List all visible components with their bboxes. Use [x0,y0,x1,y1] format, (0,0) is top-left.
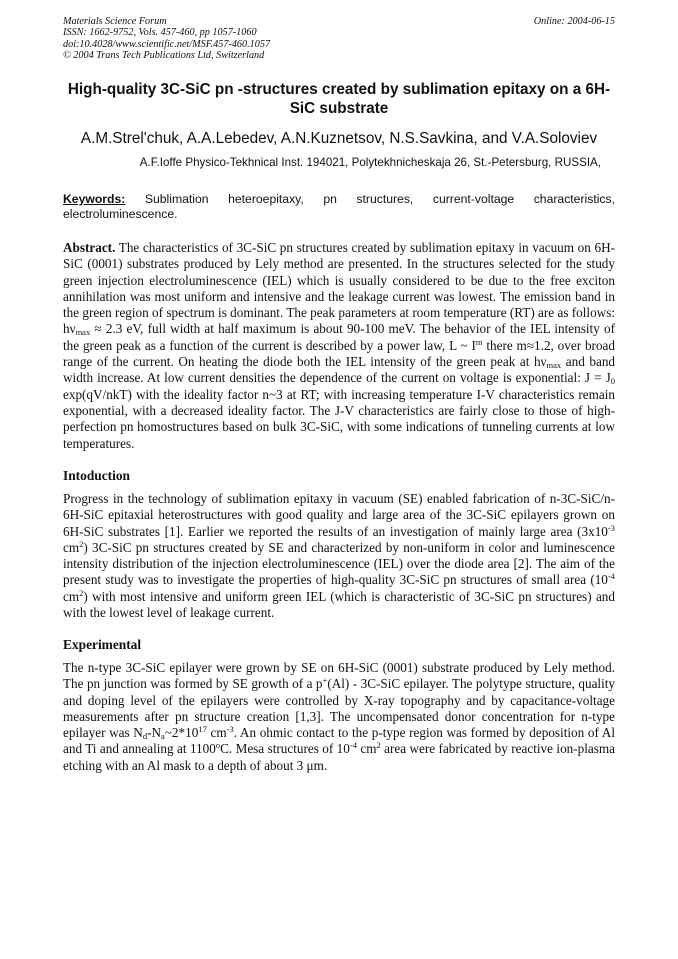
exp-sup: 2 [376,740,381,751]
affiliation-text: A.F.Ioffe Physico-Tekhnical Inst. 194021, Polytekhnicheskaja 26, St.-Petersburg, RUSSIA, [139,156,601,169]
online-date: Online: 2004-06-15 [533,16,615,27]
exp-text: cm [356,741,377,757]
exp-text: area were fabricated by reactive ion-plasma etching with an Al mask to a depth of about 3 μm. [63,741,616,773]
intro-text: ) 3C-SiC pn structures created by SE and characterized by non-uniform in color and luminescence intensity distribution of the injection electroluminescence (IEL) over the diode area [2]. The aim of the present study was to investigate the properties of high-quality 3C-SiC pn structures of small area (10 [63,539,615,588]
exp-text: C. Mesa structures of 10 [220,741,350,757]
keywords [63,192,615,221]
exp-sup: + [322,675,328,686]
abstract-sub: max [546,360,562,371]
exp-text: cm [206,725,227,741]
intro-text: cm [63,588,80,604]
intro-text: ) with most intensive and uniform green IEL (which is characteristic of 3C-SiC pn structures) and with the lowest level of leakage current. [63,588,615,621]
exp-text: The n-type 3C-SiC epilayer were grown by SE on 6H-SiC (0001) substrate produced by Lely method. The pn junction was formed by SE growth of a p [63,660,615,692]
keywords-label: Keywords: [63,192,126,206]
intro-text: cm [63,539,80,555]
keywords-text: Sublimation heteroepitaxy, pn structures, current-voltage characteristics, electroluminescence. [63,192,615,221]
paper-title: High-quality 3C-SiC pn -structures created by sublimation epitaxy on a 6H-SiC substrate [67,81,611,117]
abstract-label: Abstract. [63,240,116,255]
intro-sup: -4 [607,571,615,582]
author-list: A.M.Strel'chuk, A.A.Lebedev, A.N.Kuznetsov, N.S.Savkina, and V.A.Soloviev [80,130,598,147]
experimental-paragraph [63,660,615,774]
introduction-paragraph [63,491,615,621]
journal-header [63,16,270,62]
abstract-paragraph [63,240,615,452]
abstract-text: exp(qV/nkT) with the ideality factor n~3 at RT; with increasing temperature I-V characteristics remain exponential, with a decreased ideality factor. The J-V characteristics are fairly close to those of high-perfection pn homostructures based on bulk 3C-SiC, with some indications of tunneling currents at low temperatures. [63,386,615,451]
doi-line: doi:10.4028/www.scientific.net/MSF.457-460.1057 [63,38,271,50]
journal-name: Materials Science Forum [63,16,167,27]
abstract-sub: 0 [610,376,615,387]
intro-text: Progress in the technology of sublimation epitaxy in vacuum (SE) enabled fabrication of n-3C-SiC/n-6H-SiC epitaxial heterostructures with good quality and large area of the 3C-SiC epilayers grown on 6H-SiC substrates [1]. Earlier we reported the results of an investigation of mainly large area (3x10 [63,491,615,539]
abstract-sup: m [475,336,483,347]
issn-line: ISSN: 1662-9752, Vols. 457-460, pp 1057-1060 [63,27,257,39]
exp-sup: o [215,740,221,751]
affiliation [63,156,615,170]
abstract-text: and band width increase. At low current densities the dependence of the current on voltage is exponential: J = J [63,354,616,386]
exp-sup: -4 [349,740,357,751]
abstract-text: The characteristics of 3C-SiC pn structures created by sublimation epitaxy in vacuum on 6H-SiC (0001) substrates produced by Lely method are presented. In the structures selected for the study green injection electroluminescence (IEL) which is usually considered to be due to the free exciton annihilation was most uniform and intensive and the leakage current was lowest. The emission band in the green region of spectrum is dominant. The peak parameters at room temperature (RT) are as follows: hν [63,240,615,337]
experimental-heading: Experimental [63,637,142,652]
intro-sup: 2 [79,587,84,598]
exp-text: . An ohmic contact to the p-type region was formed by deposition of Al and Ti and annealing at 1100 [63,725,615,757]
intro-sup: -3 [607,522,615,533]
abstract-text: ≈ 2.3 eV, full width at half maximum is about 90-100 meV. The behavior of the IEL intensity of the green peak as a function of the current is described by a power law, L ~ I [63,321,615,353]
abstract-text: there m≈1.2, over broad range of the current. On heating the diode both the IEL intensity of the green peak at hν [63,337,615,370]
abstract-sub: max [75,327,91,338]
intro-sup: 2 [79,538,84,549]
exp-sup: -3 [226,724,234,735]
exp-text: (Al) - 3C-SiC epilayer. The polytype structure, quality and doping level of the epilayers were controlled by X-ray topography and by capacitance-voltage measurements after pn structure creation [1,3]. The uncompensated donor concentration for n-type epilayer was N [63,676,616,741]
exp-sup: 17 [198,724,207,735]
copyright-line: © 2004 Trans Tech Publications Ltd, Switzerland [63,50,265,62]
exp-text: -N [147,725,162,741]
exp-sub: a [161,731,165,742]
introduction-heading: Intoduction [63,468,130,483]
exp-sub: d [142,731,148,742]
exp-text: ~2*10 [164,725,199,741]
